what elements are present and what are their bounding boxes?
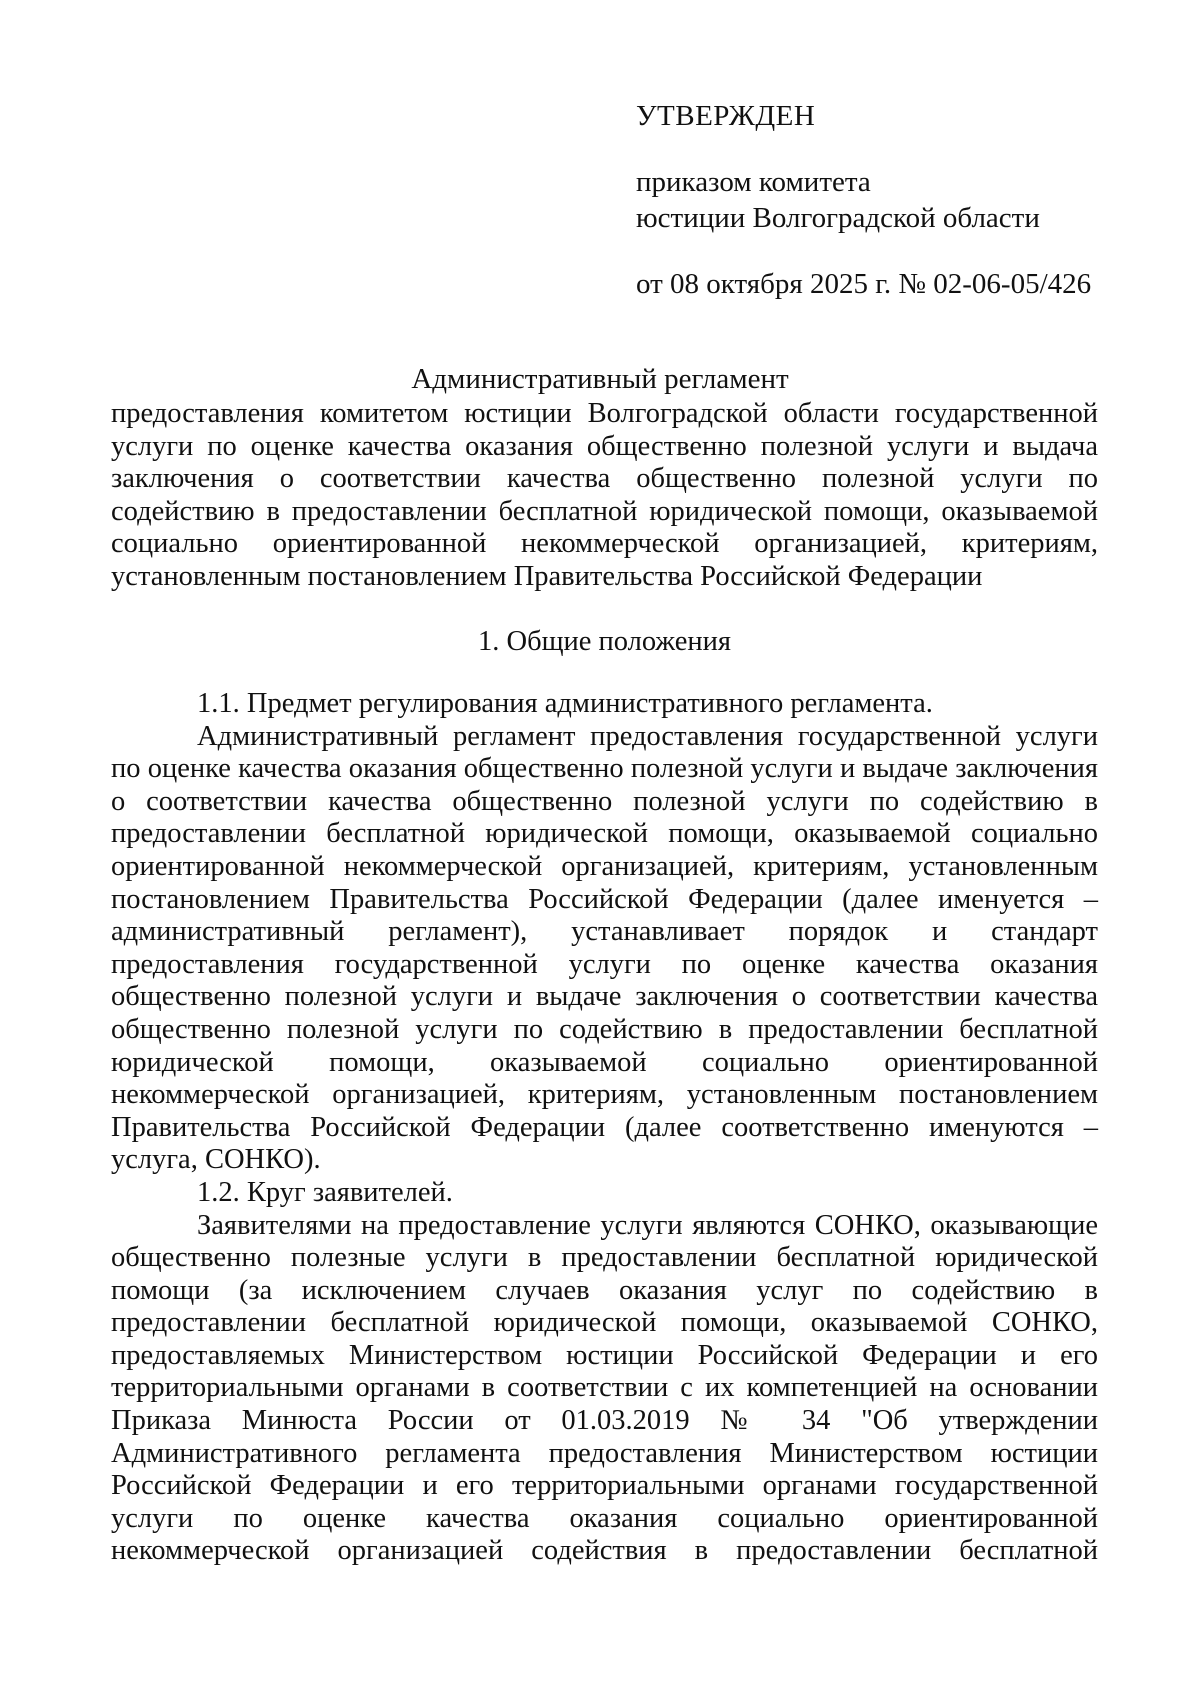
paragraph-1-1: Административный регламент предоставления государственной услуги по оценке качества оказания общественно полезной услуги и выдаче заключения о соответствии качества общественно полезной услуги по содействию в предоставлении бесплатной юридической помощи, оказываемой социально ориентированной некоммерческой организацией, критериям, установленным постановлением Правительства Российской Федерации (далее именуется – административный регламент), устанавливает порядок и стандарт предоставления государственной услуги по оценке качества оказания общественно полезной услуги и выдаче заключения о соответствии качества общественно полезной услуги по содействию в предоставлении бесплатной юридической помощи, оказываемой социально ориентированной некоммерческой организацией, критериям, установленным постановлением Правительства Российской Федерации (далее соответственно именуются – услуга, СОНКО). — [111, 720, 1098, 1176]
section-1-body — [111, 688, 1098, 1568]
approval-order-line1: приказом комитета — [636, 166, 871, 198]
approval-order — [636, 164, 1091, 236]
item-1-1-title: 1.1. Предмет регулирования административного регламента. — [197, 688, 933, 719]
document-subtitle: предоставления комитетом юстиции Волгоградской области государственной услуги по оценке качества оказания общественно полезной услуги и выдача заключения о соответствии качества общественно полезной услуги по содействию в предоставлении бесплатной юридической помощи, оказываемой социально ориентированной некоммерческой организацией, критериям, установленным постановлением Правительства Российской Федерации — [111, 398, 1098, 592]
approval-date-number: от 08 октября 2025 г. № 02-06-05/426 — [636, 268, 1092, 300]
section-heading: 1. Общие положения — [477, 626, 732, 657]
document-title: Административный регламент — [411, 363, 789, 395]
paragraph-1-2: Заявителями на предоставление услуги являются СОНКО, оказывающие общественно полезные услуги в предоставлении бесплатной юридической помощи (за исключением случаев оказания услуг по содействию в предоставлении бесплатной юридической помощи, оказываемой СОНКО, предоставляемых Министерством юстиции Российской Федерации и его территориальными органами в соответствии с их компетенцией на основании Приказа Минюста России от 01.03.2019 № 34 "Об утверждении Административного регламента предоставления Министерством юстиции Российской Федерации и его территориальными органами государственной услуги по оценке качества оказания социально ориентированной некоммерческой организацией содействия в предоставлении бесплатной — [111, 1209, 1098, 1567]
item-1-2-title: 1.2. Круг заявителей. — [197, 1176, 453, 1208]
approval-stamp-block — [636, 98, 1091, 302]
document-subtitle-block — [111, 398, 1098, 594]
approval-order-line2: юстиции Волгоградской области — [636, 202, 1040, 234]
approval-title: УТВЕРЖДЕН — [636, 100, 816, 132]
section-1 — [111, 626, 1098, 659]
